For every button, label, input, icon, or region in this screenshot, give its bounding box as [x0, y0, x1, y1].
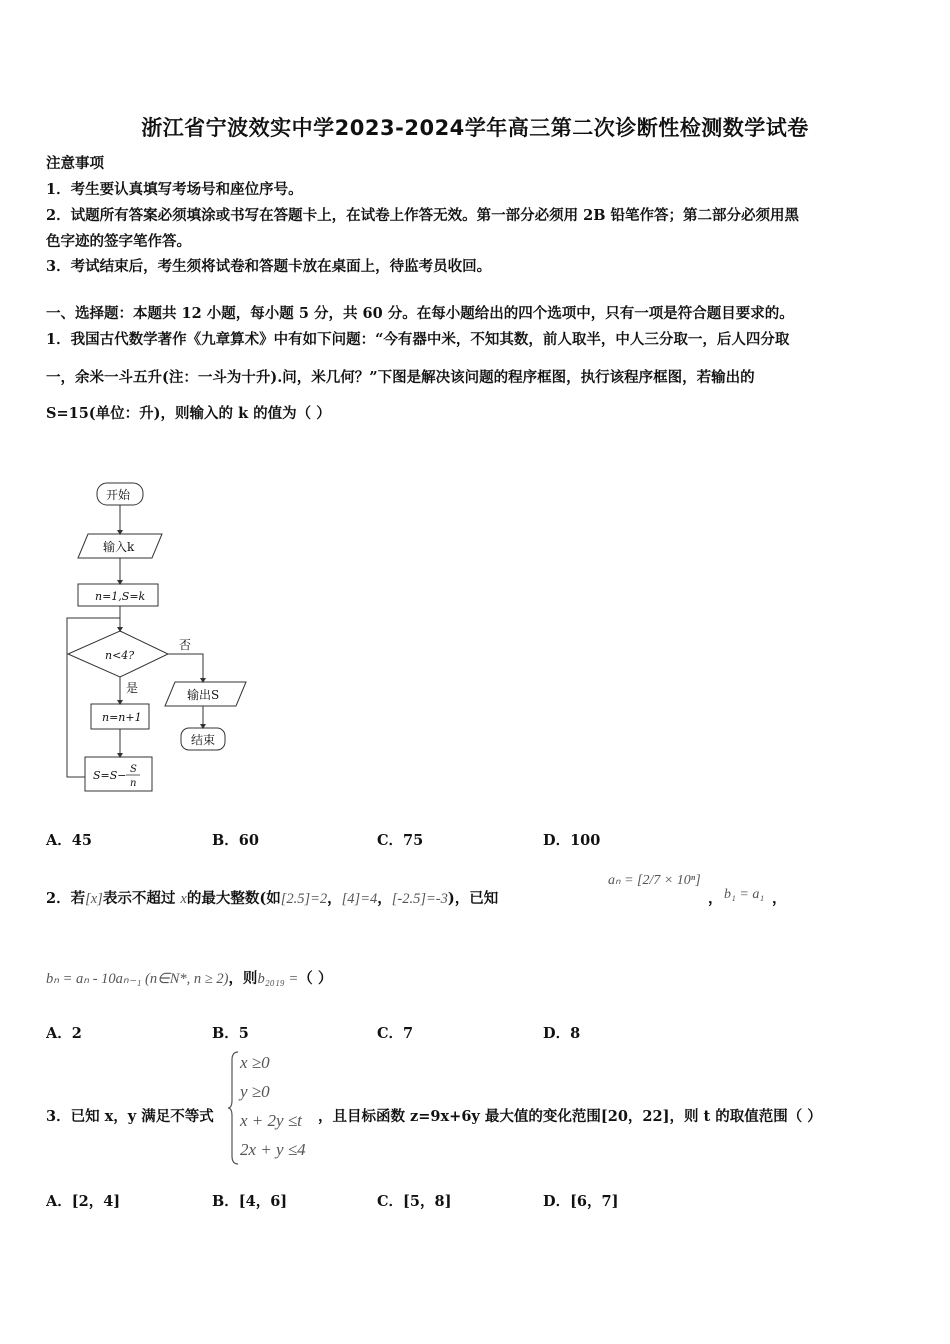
flow-output-label: 输出S [187, 688, 220, 702]
flow-update-den: n [130, 778, 137, 789]
note-item-2b: 色字迹的签字笔作答。 [46, 233, 191, 250]
note-item-2a: 2．试题所有答案必须填涂或书写在答题卡上，在试卷上作答无效。第一部分必须用 2B 铅笔作答；第二部分必须用黑 [46, 207, 800, 224]
q2-comma-2: ， [772, 890, 787, 907]
q2-bn-definition: bₙ = aₙ - 10aₙ₋₁ (n∈N*, n ≥ 2) [46, 971, 229, 987]
note-item-3: 3．考试结束后，考生须将试卷和答题卡放在桌面上，待监考员收回。 [46, 258, 492, 275]
q2-b1-definition: b₁ = a₁ [724, 887, 765, 902]
flow-end-label: 结束 [191, 733, 216, 747]
q1-option-d[interactable]: D．100 [543, 832, 601, 849]
q1-line1: 1．我国古代数学著作《九章算术》中有如下问题：“今有器中米，不知其数，前人取半，中人三分取一，后人四分取 [46, 331, 790, 348]
q1-option-c[interactable]: C．75 [377, 832, 424, 849]
q2-option-a[interactable]: A．2 [46, 1025, 82, 1042]
q3-option-c[interactable]: C．[5，8] [377, 1193, 452, 1210]
q2-option-c[interactable]: C．7 [377, 1025, 414, 1042]
q3-prefix: 3．已知 x，y 满足不等式 [46, 1108, 214, 1125]
q2-line2: bₙ = aₙ - 10aₙ₋₁ (n∈N*, n ≥ 2)，则b₂₀₁₉ =（ ） [46, 970, 333, 987]
flow-yes-label: 是 [126, 681, 139, 695]
note-item-1: 1．考生要认真填写考场号和座位序号。 [46, 181, 303, 198]
q2-comma-1: ， [708, 890, 723, 907]
q3-option-b[interactable]: B．[4，6] [212, 1193, 288, 1210]
notes-heading: 注意事项 [46, 155, 104, 172]
flow-cond-label: n<4? [105, 649, 135, 662]
flow-update-label: S=S− [93, 769, 127, 782]
q2-line1: 2．若[x]表示不超过 x的最大整数(如[2.5]=2，[4]=4，[-2.5]=-3)，已知 [46, 890, 499, 907]
q2-an-definition: aₙ = [2/7 × 10ⁿ] [608, 873, 701, 888]
flow-incr-label: n=n+1 [102, 711, 142, 724]
q2-example-1: [2.5]=2 [280, 891, 328, 907]
flowchart [60, 478, 260, 798]
q3-option-d[interactable]: D．[6，7] [543, 1193, 619, 1210]
q2-x-bracket: [x] [85, 891, 103, 907]
flow-no-label: 否 [179, 638, 192, 652]
q3-constraint-3: x + 2y ≤t [240, 1111, 302, 1130]
q3-option-a[interactable]: A．[2，4] [46, 1193, 121, 1210]
q1-option-a[interactable]: A．45 [46, 832, 92, 849]
flow-update-num: S [130, 764, 137, 775]
q1-option-b[interactable]: B．60 [212, 832, 259, 849]
q2-example-2: [4]=4 [341, 891, 378, 907]
q3-constraint-4: 2x + y ≤4 [240, 1140, 306, 1159]
q3-constraint-1: x ≥0 [240, 1053, 270, 1072]
q2-example-3: [-2.5]=-3 [391, 891, 448, 907]
q1-line2: 一，余米一斗五升(注：一斗为十升).问，米几何？”下图是解决该问题的程序框图，执行该程序框图，若输出的 [46, 369, 755, 386]
q3-left-brace [228, 1050, 240, 1166]
q3-constraint-2: y ≥0 [240, 1082, 270, 1101]
q2-option-b[interactable]: B．5 [212, 1025, 249, 1042]
flow-input-label: 输入k [103, 540, 135, 554]
flow-init-label: n=1,S=k [95, 590, 146, 603]
flow-start-label: 开始 [106, 488, 131, 502]
q1-line3: S=15(单位：升)，则输入的 k 的值为（ ） [46, 405, 331, 422]
section-heading: 一、选择题：本题共 12 小题，每小题 5 分，共 60 分。在每小题给出的四个选项中，只有一项是符合题目要求的。 [46, 305, 794, 322]
page-title: 浙江省宁波效实中学2023-2024学年高三第二次诊断性检测数学试卷 [141, 116, 809, 140]
q2-option-d[interactable]: D．8 [543, 1025, 581, 1042]
q2-b2019: b₂₀₁₉ = [257, 971, 299, 987]
q3-suffix: ，且目标函数 z=9x+6y 最大值的变化范围[20，22]，则 t 的取值范围（ ） [318, 1108, 822, 1125]
